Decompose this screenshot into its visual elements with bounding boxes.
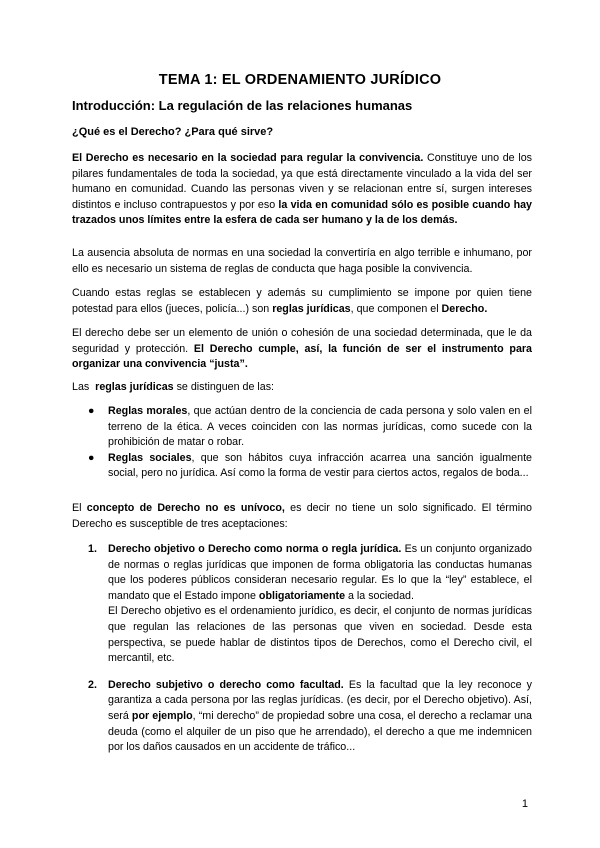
p3-text-1: Cuando estas reglas se establecen y además su cumplimiento se impone por quien tiene potestad para ellos (jueces, policía...) son <box>72 287 532 315</box>
item-number: 1. <box>88 543 97 555</box>
item-text-2: a la sociedad. <box>345 589 414 602</box>
bullet-icon: ● <box>88 405 95 417</box>
p4-text-1: El derecho debe ser un elemento de unión o cohesión de una sociedad determinada, que le da seguridad y protección. <box>72 327 532 355</box>
bullet-text: , que son hábitos cuya infracción acarrea una sanción igualmente social, pero no jurídica. Así como la forma de vestir para ciertos actos, regalos de boda... <box>108 451 532 480</box>
intro-heading: Introducción: La regulación de las relaciones humanas <box>72 98 413 113</box>
item-bold-2: por ejemplo <box>131 709 193 722</box>
p1-bold-1: El Derecho es necesario en la sociedad para regular la convivencia. <box>72 152 424 164</box>
rules-bullet-list <box>72 404 532 482</box>
page-number: 1 <box>521 798 528 810</box>
meanings-numbered-list <box>72 542 532 756</box>
p3-bold-2: Derecho. <box>441 302 488 315</box>
item-number: 2. <box>88 678 97 691</box>
p3-bold-1: reglas jurídicas <box>272 302 351 315</box>
bullet-bold: Reglas sociales <box>108 451 192 464</box>
p6-text-2: es decir no tiene un solo significado. El término Derecho es susceptible de tres aceptaciones: <box>72 502 532 530</box>
paragraph-1 <box>72 151 532 229</box>
p6-text-1: El <box>72 502 87 514</box>
paragraph-2: La ausencia absoluta de normas en una sociedad la convertiría en algo terrible e inhumano, por ello es necesario un sistema de reglas de conducta que haga posible la convivencia. <box>72 247 532 275</box>
item-bold-2: obligatoriamente <box>258 589 346 602</box>
p5-text-1: Las <box>72 381 96 393</box>
p1-text-1: Constituye uno de los pilares fundamentales de toda la sociedad, ya que está directamente vinculado a la vida del ser humano en comunidad. Cuando las personas viven y se relacionan entre sí, surgen intereses distintos e incluso contrapuestos y por eso <box>72 152 532 211</box>
p6-bold-1: concepto de Derecho no es unívoco, <box>86 502 285 514</box>
p5-text-2: se distinguen de las: <box>173 381 275 393</box>
list-item <box>72 451 532 482</box>
question-heading: ¿Qué es el Derecho? ¿Para qué sirve? <box>72 126 274 138</box>
item-text-1: Es un conjunto organizado de normas o reglas jurídicas que imponen de forma obligatoria las conductas humanas que los poderes públicos consideran necesario regular. Es lo que la “ley” establece, el mandato que el Estado impone <box>108 543 532 602</box>
p3-text-2: , que componen el <box>350 302 442 315</box>
p5-bold-1: reglas jurídicas <box>95 381 174 393</box>
paragraph-3 <box>72 286 532 317</box>
list-item <box>72 404 532 451</box>
document-title: TEMA 1: EL ORDENAMIENTO JURÍDICO <box>158 72 442 88</box>
item-text-2: , “mi derecho” de propiedad sobre una cosa, el derecho a reclamar una deuda (como el alquiler de un piso que he arrendado), el derecho a que me indemnicen por los daños causados en un accidente de tráfico... <box>108 709 532 754</box>
item-extra: El Derecho objetivo es el ordenamiento jurídico, es decir, el conjunto de normas jurídicas que regulan las relaciones de las personas que viven en sociedad. Desde esta perspectiva, se puede hablar de distintos tipos de Derechos, como el Derecho civil, el mercantil, etc. <box>108 605 532 665</box>
p4-bold-1: El Derecho cumple, así, la función de ser el instrumento para organizar una convivencia “justa”. <box>72 342 532 371</box>
item-text-1: Es la facultad que la ley reconoce y garantiza a cada persona por las reglas jurídicas. (es decir, por el Derecho objetivo). Así, será <box>108 678 532 722</box>
paragraph-4 <box>72 326 532 373</box>
item-bold: Derecho objetivo o Derecho como norma o regla jurídica. <box>108 543 402 555</box>
item-bold: Derecho subjetivo o derecho como facultad. <box>108 678 344 691</box>
list-item <box>72 678 532 756</box>
paragraph-5 <box>72 380 532 396</box>
bullet-icon: ● <box>88 451 95 464</box>
paragraph-6 <box>72 501 532 532</box>
list-item <box>72 542 532 667</box>
bullet-text: , que actúan dentro de la conciencia de cada persona y solo valen en el terreno de la ética. A veces coinciden con las normas jurídicas, como sucede con la prohibición de matar o robar. <box>108 405 532 449</box>
p1-bold-2: la vida en comunidad sólo es posible cuando hay trazados unos límites entre la esfera de cada ser humano y la de los demás. <box>72 198 532 227</box>
bullet-bold: Reglas morales <box>108 405 188 417</box>
